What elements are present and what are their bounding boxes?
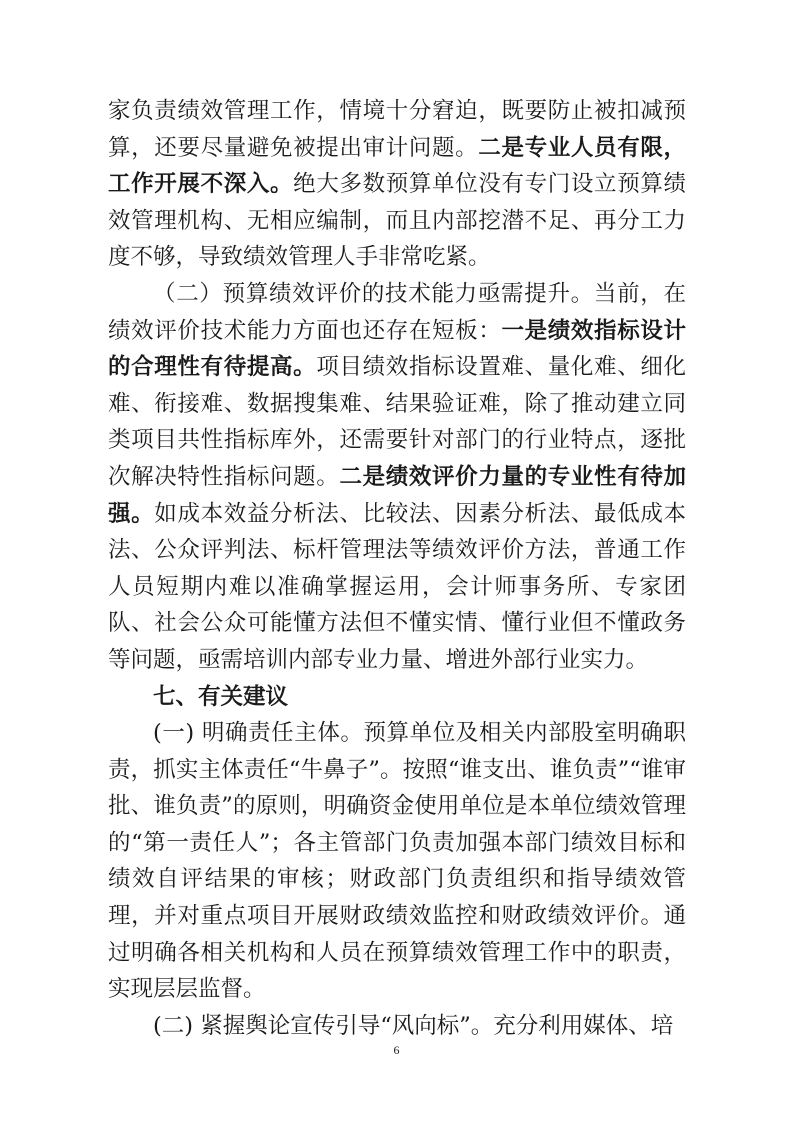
paragraph-staffing-issues [108,93,686,276]
paragraph-public-opinion [108,1008,686,1045]
text-run: 家负责绩效管理工作，情境十分窘迫，既要防止被扣减预算，还要尽量避免被提出审计问题。 [108,98,686,161]
bold-text-run: 二是绩效评价力量的专业性有待加强。 [108,463,686,527]
bold-text-run: 二是专业人员有限，工作开展不深入。 [108,134,686,198]
body-text [108,93,686,1044]
text-run: 如成本效益分析法、比较法、因素分析法、最低成本法、公众评判法、标杆管理法等绩效评价方法，普通工作人员短期内难以准确掌握运用，会计师事务所、专家团队、社会公众可能懂方法但不懂实情、懂行业但不懂政务等问题，亟需培训内部专业力量、增进外部行业实力。 [108,500,686,673]
section-heading: 七、有关建议 [153,683,289,710]
text-run: 绝大多数预算单位没有专门设立预算绩效管理机构、无相应编制，而且内部挖潜不足、再分工力度不够，导致绩效管理人手非常吃紧。 [108,171,686,271]
paragraph-technical-capacity [108,276,686,679]
text-run: (二) 紧握舆论宣传引导“风向标”。充分利用媒体、培 [153,1012,674,1039]
text-run: 项目绩效指标设置难、量化难、细化难、衔接难、数据搜集难、结果验证难，除了推动建立同类项目共性指标库外，还需要针对部门的行业特点，逐批次解决特性指标问题。 [108,354,686,490]
text-run: （二）预算绩效评价的技术能力亟需提升。当前，在绩效评价技术能力方面也还存在短板： [108,280,686,344]
bold-text-run: 一是绩效指标设计的合理性有待提高。 [108,317,686,381]
text-run: (一) 明确责任主体。预算单位及相关内部股室明确职责，抓实主体责任“牛鼻子”。按照“谁支出、谁负责”“谁审批、谁负责”的原则，明确资金使用单位是本单位绩效管理的“第一责任人”；各主管部门负责加强本部门绩效目标和绩效自评结果的审核；财政部门负责组织和指导绩效管理，并对重点项目开展财政绩效监控和财政绩效评价。通过明确各相关机构和人员在预算绩效管理工作中的职责，实现层层监督。 [108,720,686,1003]
page-number: 6 [393,1043,400,1057]
paragraph-responsibility [108,715,686,1008]
